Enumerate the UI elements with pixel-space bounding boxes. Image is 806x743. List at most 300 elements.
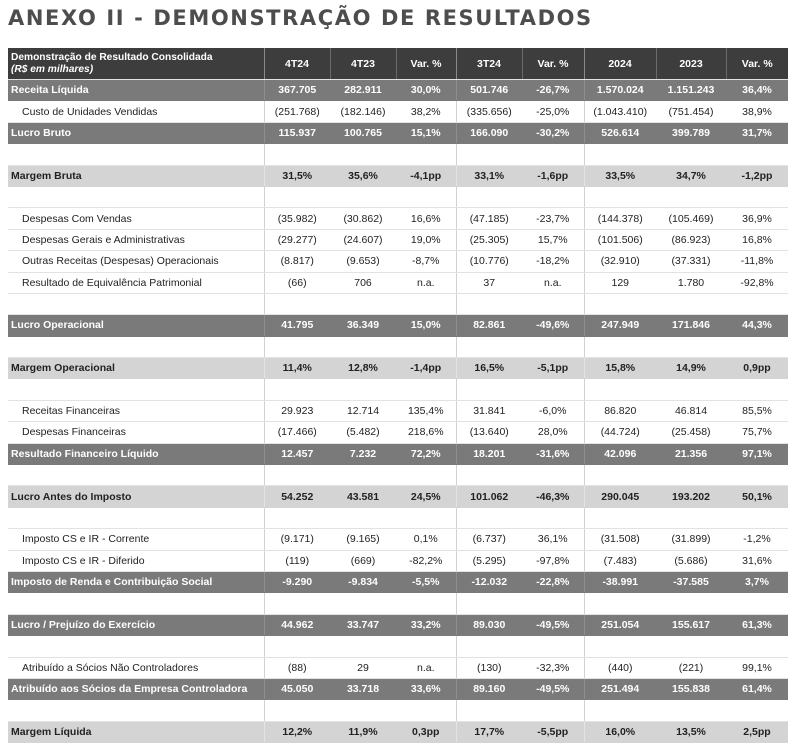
row-value	[726, 293, 788, 314]
row-value: -22,8%	[522, 571, 584, 592]
table-header-label	[8, 48, 264, 80]
header-label-line1: Demonstração de Resultado Consolidada	[11, 51, 213, 63]
row-value: (66)	[264, 272, 330, 293]
row-value	[396, 636, 456, 657]
row-value: 12,2%	[264, 721, 330, 742]
row-value: 38,2%	[396, 101, 456, 122]
row-value: 13,5%	[656, 721, 726, 742]
column-header: 2023	[656, 48, 726, 80]
row-value: (35.982)	[264, 208, 330, 229]
row-value	[522, 186, 584, 207]
row-value: (25.305)	[456, 229, 522, 250]
row-value: -8,7%	[396, 251, 456, 272]
row-value: -1,2pp	[726, 165, 788, 186]
row-value	[456, 700, 522, 721]
row-value: -9.834	[330, 571, 396, 592]
column-header: 4T24	[264, 48, 330, 80]
header-label-line2: (R$ em milhares)	[11, 63, 94, 75]
row-value: 46.814	[656, 400, 726, 421]
row-value	[584, 336, 656, 357]
row-value: 155.838	[656, 678, 726, 699]
row-value	[522, 379, 584, 400]
row-value: 367.705	[264, 80, 330, 101]
row-value	[656, 465, 726, 486]
row-value: (751.454)	[656, 101, 726, 122]
row-value: (101.506)	[584, 229, 656, 250]
row-value: 15,1%	[396, 122, 456, 143]
row-value: 155.617	[656, 614, 726, 635]
spacer-row	[8, 465, 788, 486]
row-value	[264, 507, 330, 528]
table-body	[8, 80, 788, 743]
row-label: Despesas Gerais e Administrativas	[8, 229, 264, 250]
row-value	[522, 700, 584, 721]
row-label: Lucro Operacional	[8, 315, 264, 336]
row-value	[656, 186, 726, 207]
row-value: 1.570.024	[584, 80, 656, 101]
row-value	[396, 593, 456, 614]
row-value: 45.050	[264, 678, 330, 699]
row-value	[584, 593, 656, 614]
row-value: (8.817)	[264, 251, 330, 272]
row-value: (10.776)	[456, 251, 522, 272]
row-value: 31,7%	[726, 122, 788, 143]
row-value: 2,5pp	[726, 721, 788, 742]
row-value	[264, 186, 330, 207]
row-value: -25,0%	[522, 101, 584, 122]
row-value	[456, 144, 522, 165]
spacer-row	[8, 293, 788, 314]
row-value	[396, 293, 456, 314]
row-value: 166.090	[456, 122, 522, 143]
row-value: 501.746	[456, 80, 522, 101]
table-row	[8, 315, 788, 336]
row-label: Lucro Bruto	[8, 122, 264, 143]
row-label: Atribuído a Sócios Não Controladores	[8, 657, 264, 678]
row-value: 86.820	[584, 400, 656, 421]
row-value	[330, 336, 396, 357]
row-value: 0,1%	[396, 529, 456, 550]
row-value: -46,3%	[522, 486, 584, 507]
row-value: 54.252	[264, 486, 330, 507]
table-row	[8, 358, 788, 379]
row-value: (44.724)	[584, 422, 656, 443]
row-value	[456, 186, 522, 207]
table-row	[8, 550, 788, 571]
row-value: 89.160	[456, 678, 522, 699]
row-label: Imposto CS e IR - Diferido	[8, 550, 264, 571]
row-label: Imposto CS e IR - Corrente	[8, 529, 264, 550]
row-value: (31.899)	[656, 529, 726, 550]
row-label: Receita Líquida	[8, 80, 264, 101]
row-label	[8, 379, 264, 400]
row-value	[726, 465, 788, 486]
row-value: 100.765	[330, 122, 396, 143]
row-value: 171.846	[656, 315, 726, 336]
row-value: 15,0%	[396, 315, 456, 336]
row-value: (9.171)	[264, 529, 330, 550]
row-value: -49,5%	[522, 614, 584, 635]
row-value: 85,5%	[726, 400, 788, 421]
row-value	[522, 293, 584, 314]
column-header: 3T24	[456, 48, 522, 80]
row-label	[8, 636, 264, 657]
row-value	[264, 293, 330, 314]
row-value: (119)	[264, 550, 330, 571]
row-value	[584, 293, 656, 314]
row-value	[264, 700, 330, 721]
row-value: 97,1%	[726, 443, 788, 464]
row-value: n.a.	[396, 657, 456, 678]
row-value: 31.841	[456, 400, 522, 421]
row-value	[456, 593, 522, 614]
row-value	[264, 144, 330, 165]
row-value: (24.607)	[330, 229, 396, 250]
row-value: 61,3%	[726, 614, 788, 635]
table-row	[8, 529, 788, 550]
row-label	[8, 700, 264, 721]
spacer-row	[8, 186, 788, 207]
row-label: Margem Bruta	[8, 165, 264, 186]
row-value: (669)	[330, 550, 396, 571]
row-value: 38,9%	[726, 101, 788, 122]
row-value: 16,8%	[726, 229, 788, 250]
column-header: 2024	[584, 48, 656, 80]
row-value: (335.656)	[456, 101, 522, 122]
row-value: 12.714	[330, 400, 396, 421]
row-value	[396, 144, 456, 165]
row-label	[8, 144, 264, 165]
row-value: 101.062	[456, 486, 522, 507]
row-value: (29.277)	[264, 229, 330, 250]
row-value	[656, 144, 726, 165]
row-value	[456, 465, 522, 486]
table-row	[8, 422, 788, 443]
row-value: 0,3pp	[396, 721, 456, 742]
row-value: n.a.	[396, 272, 456, 293]
row-value: -38.991	[584, 571, 656, 592]
row-value: (47.185)	[456, 208, 522, 229]
row-label: Despesas Financeiras	[8, 422, 264, 443]
row-value: 0,9pp	[726, 358, 788, 379]
row-value: 3,7%	[726, 571, 788, 592]
row-value: 29.923	[264, 400, 330, 421]
row-value: n.a.	[522, 272, 584, 293]
row-value: 282.911	[330, 80, 396, 101]
row-value	[656, 636, 726, 657]
row-value	[522, 593, 584, 614]
row-value	[396, 507, 456, 528]
row-value: -30,2%	[522, 122, 584, 143]
row-label: Lucro Antes do Imposto	[8, 486, 264, 507]
row-label: Resultado de Equivalência Patrimonial	[8, 272, 264, 293]
row-value	[330, 507, 396, 528]
row-value	[396, 186, 456, 207]
row-value: -12.032	[456, 571, 522, 592]
row-value: (5.295)	[456, 550, 522, 571]
table-row	[8, 272, 788, 293]
row-value: 44.962	[264, 614, 330, 635]
row-value: 99,1%	[726, 657, 788, 678]
row-value: (88)	[264, 657, 330, 678]
column-header: 4T23	[330, 48, 396, 80]
row-value: -5,5pp	[522, 721, 584, 742]
spacer-row	[8, 379, 788, 400]
row-value: -1,6pp	[522, 165, 584, 186]
row-label	[8, 465, 264, 486]
row-value	[584, 465, 656, 486]
table-row	[8, 678, 788, 699]
row-value: 15,8%	[584, 358, 656, 379]
row-value: 251.494	[584, 678, 656, 699]
row-value: 17,7%	[456, 721, 522, 742]
row-value: -1,2%	[726, 529, 788, 550]
table-row	[8, 614, 788, 635]
row-value	[456, 507, 522, 528]
table-row	[8, 443, 788, 464]
row-value	[330, 186, 396, 207]
spacer-row	[8, 593, 788, 614]
row-value: 36,4%	[726, 80, 788, 101]
row-value	[656, 293, 726, 314]
row-value	[330, 144, 396, 165]
row-value: 11,4%	[264, 358, 330, 379]
row-value	[330, 379, 396, 400]
row-value: 33,6%	[396, 678, 456, 699]
row-value	[584, 700, 656, 721]
table-row	[8, 571, 788, 592]
row-value	[330, 700, 396, 721]
row-value	[264, 379, 330, 400]
row-value: 43.581	[330, 486, 396, 507]
row-value: 28,0%	[522, 422, 584, 443]
row-value: 29	[330, 657, 396, 678]
row-value	[522, 636, 584, 657]
row-value: 42.096	[584, 443, 656, 464]
row-value: 30,0%	[396, 80, 456, 101]
table-row	[8, 721, 788, 742]
row-value: -9.290	[264, 571, 330, 592]
row-value	[264, 465, 330, 486]
row-value	[726, 507, 788, 528]
row-value: (105.469)	[656, 208, 726, 229]
row-value	[396, 465, 456, 486]
row-value: 15,7%	[522, 229, 584, 250]
row-value	[726, 186, 788, 207]
row-label: Receitas Financeiras	[8, 400, 264, 421]
row-value: 31,5%	[264, 165, 330, 186]
row-value: -5,1pp	[522, 358, 584, 379]
row-value: (251.768)	[264, 101, 330, 122]
row-value: 12,8%	[330, 358, 396, 379]
row-value: 24,5%	[396, 486, 456, 507]
row-label: Outras Receitas (Despesas) Operacionais	[8, 251, 264, 272]
spacer-row	[8, 336, 788, 357]
row-value: 37	[456, 272, 522, 293]
row-value: 21.356	[656, 443, 726, 464]
row-value: 135,4%	[396, 400, 456, 421]
row-value: (30.862)	[330, 208, 396, 229]
row-value: -11,8%	[726, 251, 788, 272]
table-header-row	[8, 48, 788, 80]
row-value	[584, 144, 656, 165]
row-value: -49,6%	[522, 315, 584, 336]
row-value	[264, 636, 330, 657]
row-value: -5,5%	[396, 571, 456, 592]
row-value: -6,0%	[522, 400, 584, 421]
row-value: 33.747	[330, 614, 396, 635]
row-value	[456, 379, 522, 400]
row-value: (13.640)	[456, 422, 522, 443]
row-value: 16,6%	[396, 208, 456, 229]
row-value	[330, 465, 396, 486]
row-value: -31,6%	[522, 443, 584, 464]
row-value: 16,0%	[584, 721, 656, 742]
row-value: 193.202	[656, 486, 726, 507]
row-value: (9.653)	[330, 251, 396, 272]
row-value: 14,9%	[656, 358, 726, 379]
spacer-row	[8, 700, 788, 721]
row-value	[584, 507, 656, 528]
row-value: -18,2%	[522, 251, 584, 272]
row-value: 19,0%	[396, 229, 456, 250]
row-value	[726, 636, 788, 657]
row-value: (17.466)	[264, 422, 330, 443]
table-row	[8, 229, 788, 250]
row-value: -92,8%	[726, 272, 788, 293]
row-label: Despesas Com Vendas	[8, 208, 264, 229]
row-value	[396, 700, 456, 721]
spacer-row	[8, 636, 788, 657]
row-value	[726, 700, 788, 721]
row-value: -97,8%	[522, 550, 584, 571]
spacer-row	[8, 144, 788, 165]
row-value: (440)	[584, 657, 656, 678]
row-value: -23,7%	[522, 208, 584, 229]
row-value: 82.861	[456, 315, 522, 336]
row-value	[726, 336, 788, 357]
row-value: -32,3%	[522, 657, 584, 678]
row-value	[396, 379, 456, 400]
row-value: 61,4%	[726, 678, 788, 699]
row-value: (182.146)	[330, 101, 396, 122]
row-value	[330, 593, 396, 614]
row-value: (32.910)	[584, 251, 656, 272]
row-value	[330, 636, 396, 657]
row-value: -1,4pp	[396, 358, 456, 379]
row-label: Lucro / Prejuízo do Exercício	[8, 614, 264, 635]
row-value	[264, 336, 330, 357]
row-value: 290.045	[584, 486, 656, 507]
row-value: (86.923)	[656, 229, 726, 250]
row-value: 18.201	[456, 443, 522, 464]
row-value: (31.508)	[584, 529, 656, 550]
row-value: 36,1%	[522, 529, 584, 550]
table-row	[8, 400, 788, 421]
row-value: 44,3%	[726, 315, 788, 336]
row-label	[8, 336, 264, 357]
row-label: Margem Operacional	[8, 358, 264, 379]
row-value: 33,1%	[456, 165, 522, 186]
row-value: -49,5%	[522, 678, 584, 699]
table-row	[8, 122, 788, 143]
row-value	[656, 336, 726, 357]
table-row	[8, 165, 788, 186]
row-value	[456, 336, 522, 357]
row-value	[656, 379, 726, 400]
row-value: (7.483)	[584, 550, 656, 571]
row-value: 41.795	[264, 315, 330, 336]
row-label: Imposto de Renda e Contribuição Social	[8, 571, 264, 592]
row-value	[330, 293, 396, 314]
spacer-row	[8, 507, 788, 528]
row-value: -82,2%	[396, 550, 456, 571]
row-value	[456, 636, 522, 657]
row-value	[726, 379, 788, 400]
row-value: 706	[330, 272, 396, 293]
table-row	[8, 251, 788, 272]
row-value: (144.378)	[584, 208, 656, 229]
column-header: Var. %	[522, 48, 584, 80]
row-value: 11,9%	[330, 721, 396, 742]
page-title: ANEXO II - DEMONSTRAÇÃO DE RESULTADOS	[8, 6, 593, 30]
row-value: 16,5%	[456, 358, 522, 379]
row-value: 33,5%	[584, 165, 656, 186]
row-value	[522, 465, 584, 486]
table-row	[8, 657, 788, 678]
row-value: (221)	[656, 657, 726, 678]
income-statement-table	[8, 48, 788, 743]
row-value	[264, 593, 330, 614]
row-value: (25.458)	[656, 422, 726, 443]
row-value	[522, 144, 584, 165]
column-header: Var. %	[396, 48, 456, 80]
row-label: Margem Líquida	[8, 721, 264, 742]
row-value: -37.585	[656, 571, 726, 592]
table-row	[8, 80, 788, 101]
row-value: (6.737)	[456, 529, 522, 550]
row-value	[584, 636, 656, 657]
row-value	[456, 293, 522, 314]
row-value: 89.030	[456, 614, 522, 635]
row-value	[522, 507, 584, 528]
row-value: 75,7%	[726, 422, 788, 443]
table-row	[8, 101, 788, 122]
row-value	[584, 186, 656, 207]
row-value	[584, 379, 656, 400]
row-value	[656, 593, 726, 614]
row-value: 12.457	[264, 443, 330, 464]
row-label: Custo de Unidades Vendidas	[8, 101, 264, 122]
row-value: (1.043.410)	[584, 101, 656, 122]
row-value: (37.331)	[656, 251, 726, 272]
row-value: -26,7%	[522, 80, 584, 101]
row-value: 251.054	[584, 614, 656, 635]
row-value: 399.789	[656, 122, 726, 143]
row-value: 1.780	[656, 272, 726, 293]
row-value: 7.232	[330, 443, 396, 464]
row-value	[726, 593, 788, 614]
row-value: 129	[584, 272, 656, 293]
row-value: 33,2%	[396, 614, 456, 635]
table-row	[8, 486, 788, 507]
row-value: 36.349	[330, 315, 396, 336]
row-label	[8, 507, 264, 528]
row-value: (5.482)	[330, 422, 396, 443]
row-value: 31,6%	[726, 550, 788, 571]
row-label: Resultado Financeiro Líquido	[8, 443, 264, 464]
column-header: Var. %	[726, 48, 788, 80]
